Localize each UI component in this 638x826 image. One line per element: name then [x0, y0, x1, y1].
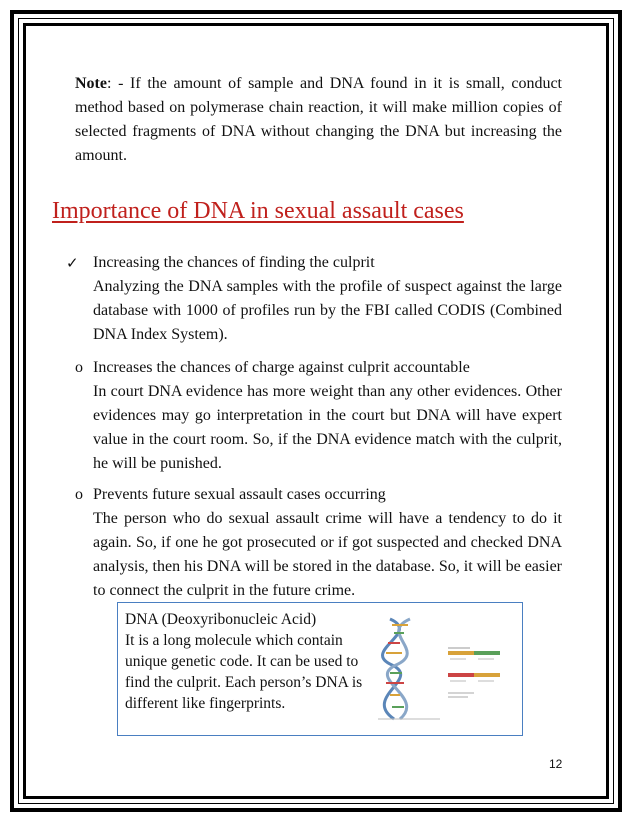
info-description: It is a long molecule which contain unique genetic code. It can be used to find the culprit. Each person’s DNA is different like fingerprints.: [125, 632, 363, 712]
item-body-finding-culprit: Analyzing the DNA samples with the profile of suspect against the large database with 1000 of profiles run by the FBI called CODIS (Combined DNA Index System).: [93, 278, 562, 343]
checkmark-icon: ✓: [66, 254, 79, 272]
circle-bullet-icon: o: [75, 359, 83, 376]
item-body-charge: In court DNA evidence has more weight than any other evidences. Other evidences may go interpretation in the court but DNA will have expert value in the court room. So, if the DNA evidence match with the culprit, he will be punished.: [93, 383, 562, 472]
info-title: DNA (Deoxyribonucleic Acid): [125, 611, 317, 628]
item-title-prevention: Prevents future sexual assault cases occurring: [93, 486, 386, 503]
note-text: : - If the amount of sample and DNA found in it is small, conduct method based on polymerase chain reaction, it will make million copies of selected fragments of DNA without changing the DNA but increasing the amount.: [75, 75, 562, 164]
info-text: [125, 609, 370, 714]
dna-info-box: [117, 602, 523, 736]
page-number: 12: [549, 757, 563, 771]
section-heading: Importance of DNA in sexual assault cases: [52, 198, 464, 224]
item-title-charge: Increases the chances of charge against culprit accountable: [93, 359, 470, 376]
dna-double-helix-illustration: [370, 615, 510, 723]
item-title-finding-culprit: Increasing the chances of finding the culprit: [93, 254, 375, 271]
dna-helix-icon: [383, 619, 410, 719]
item-body-prevention: The person who do sexual assault crime will have a tendency to do it again. So, if one he got prosecuted or if got suspected and checked DNA analysis, then his DNA will be stored in the database. So, it will be easier to connect the culprit in the future crime.: [93, 510, 562, 599]
note-paragraph: [75, 72, 562, 168]
note-label: Note: [75, 75, 107, 92]
circle-bullet-icon: o: [75, 486, 83, 503]
